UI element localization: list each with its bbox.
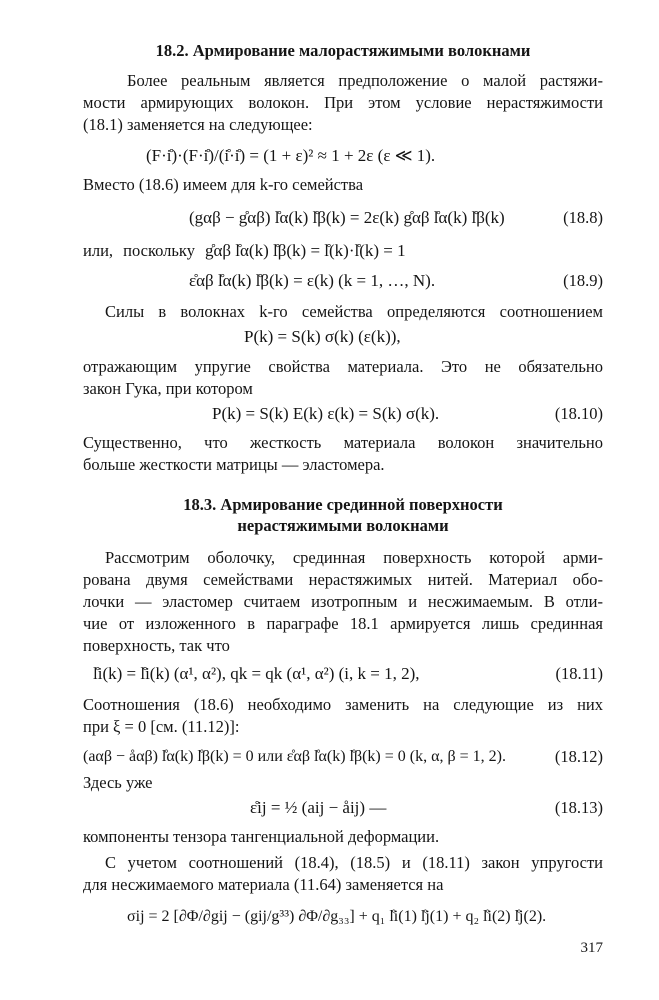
paragraph-line: (18.1) заменяется на следующее: xyxy=(83,115,313,134)
equation-stress: σij = 2 [∂Φ/∂gij − (gij/g³³) ∂Φ/∂g₃₃] + q₁ l̊i(1) l̊j(1) + q₂ l̊i(2) l̊j(2). xyxy=(127,908,547,925)
equation-number: (18.10) xyxy=(554,404,603,423)
paragraph-line: закон Гука, при котором xyxy=(83,379,253,398)
paragraph-line: Вместо (18.6) имеем для k-го семейства xyxy=(83,175,364,194)
paragraph-line: чие от изложенного в параграфе 18.1 армируется лишь срединная xyxy=(83,614,603,633)
paragraph-line: поверхность, так что xyxy=(83,636,230,655)
equation-number: (18.13) xyxy=(554,798,603,817)
equation-forces: P(k) = S(k) σ(k) (ε(k)), xyxy=(244,327,401,346)
equation-18-11: l̊i(k) = l̊i(k) (α¹, α²), qk = qk (α¹, α²) (i, k = 1, 2), xyxy=(93,664,420,683)
paragraph-line: С учетом соотношений (18.4), (18.5) и (18.11) закон упругости xyxy=(105,853,603,872)
paragraph-line: Здесь уже xyxy=(83,773,153,792)
equation-inextensibility: (F·i̊)·(F·i̊)/(i̊·i̊) = (1 + ε)² ≈ 1 + 2ε (ε ≪ 1). xyxy=(146,146,436,165)
equation-18-13: ε̊ij = ½ (aij − åij) — xyxy=(250,798,387,817)
section-heading-18-3: 18.3. Армирование срединной поверхности xyxy=(183,495,503,514)
paragraph-line: больше жесткости матрицы — эластомера. xyxy=(83,455,385,474)
paragraph-line: Силы в волокнах k-го семейства определяются соотношением xyxy=(105,302,603,321)
equation-18-12: (aαβ − åαβ) l̊α(k) l̊β(k) = 0 или ε̊αβ l̊α(k) l̊β(k) = 0 (k, α, β = 1, 2). xyxy=(83,748,506,765)
paragraph-line: мости армирующих волокон. При этом условие нерастяжимости xyxy=(83,93,603,112)
section-heading-18-3-cont: нерастяжимыми волокнами xyxy=(237,516,449,535)
paragraph-line: Соотношения (18.6) необходимо заменить на следующие из них xyxy=(83,695,603,714)
equation-18-10: P(k) = S(k) E(k) ε(k) = S(k) σ(k). xyxy=(212,404,440,423)
section-heading-18-2: 18.2. Армирование малорастяжимыми волокнами xyxy=(155,41,531,60)
paragraph-line: или, поскольку xyxy=(83,241,195,260)
paragraph-line: для несжимаемого материала (11.64) заменяется на xyxy=(83,875,444,894)
paragraph-line: Рассмотрим оболочку, срединная поверхность которой арми- xyxy=(105,548,603,567)
equation-number: (18.12) xyxy=(554,747,603,766)
paragraph-line: рована двумя семействами нерастяжимых нитей. Материал обо- xyxy=(83,570,603,589)
equation-normalization: g̊αβ l̊α(k) l̊β(k) = l̊(k)·l̊(k) = 1 xyxy=(205,241,406,260)
paragraph-line: лочки — эластомер считаем изотропным и несжимаемым. В отли- xyxy=(83,592,603,611)
equation-number: (18.8) xyxy=(563,208,603,227)
equation-number: (18.9) xyxy=(563,271,603,290)
page-number: 317 xyxy=(580,940,603,956)
equation-18-8: (gαβ − g̊αβ) l̊α(k) l̊β(k) = 2ε(k) g̊αβ l̊α(k) l̊β(k) xyxy=(189,208,505,227)
paragraph-line: компоненты тензора тангенциальной деформации. xyxy=(83,827,440,846)
paragraph-line: при ξ = 0 [см. (11.12)]: xyxy=(83,717,240,736)
paragraph-line: Существенно, что жесткость материала волокон значительно xyxy=(83,433,603,452)
equation-number: (18.11) xyxy=(555,664,603,683)
paragraph-line: Более реальным является предположение о малой растяжи- xyxy=(127,71,603,90)
paragraph-line: отражающим упругие свойства материала. Это не обязательно xyxy=(83,357,603,376)
equation-18-9: ε̊αβ l̊α(k) l̊β(k) = ε(k) (k = 1, …, N). xyxy=(189,271,436,290)
